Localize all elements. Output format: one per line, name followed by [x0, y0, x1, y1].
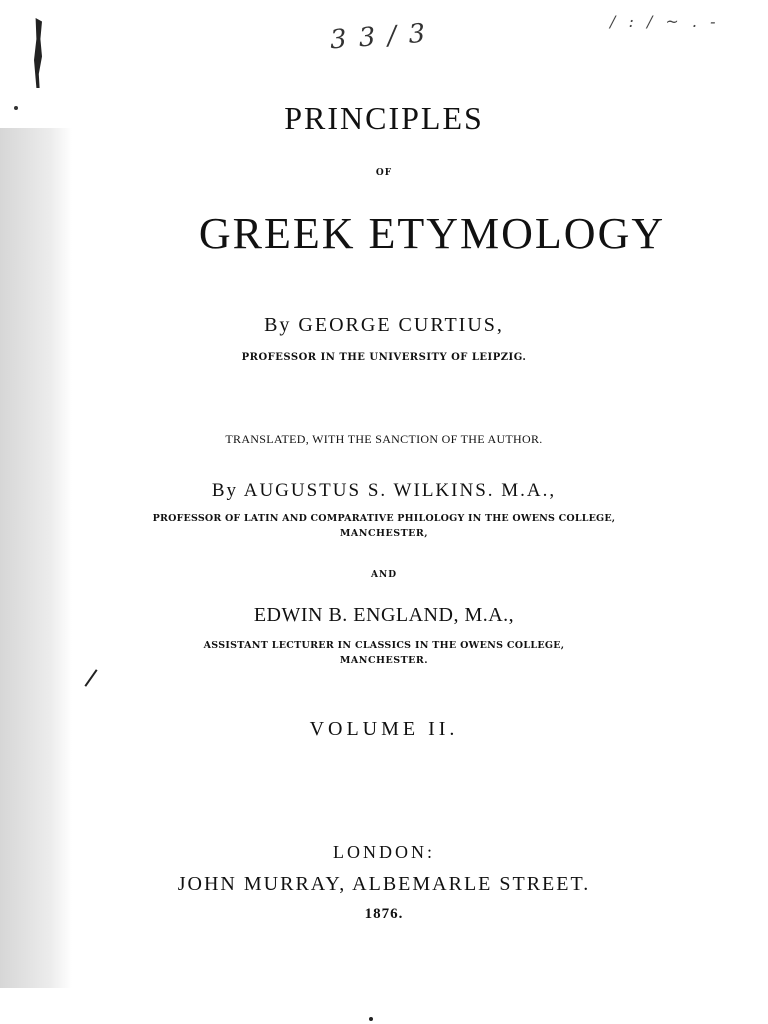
book-title-line2: GREEK ETYMOLOGY: [198, 209, 666, 258]
pen-stroke-mark: [84, 669, 97, 687]
translator-one: By AUGUSTUS S. WILKINS. M.A.,: [211, 480, 557, 501]
publication-year: 1876.: [364, 906, 404, 922]
translator-two-place: MANCHESTER.: [339, 655, 429, 666]
translator-two-affiliation: ASSISTANT LECTURER IN CLASSICS IN THE OWENS COLLEGE,: [203, 640, 565, 651]
translator-one-affiliation: PROFESSOR OF LATIN AND COMPARATIVE PHILOLOGY IN THE OWENS COLLEGE,: [152, 513, 616, 524]
publication-city: LONDON:: [333, 842, 435, 862]
speck-mark-bottom: [369, 1017, 373, 1021]
translator-one-place: MANCHESTER,: [339, 528, 429, 539]
ink-blot-mark: [34, 18, 42, 88]
handwritten-corner-note: / : / ~ . -: [610, 12, 720, 31]
translation-note: TRANSLATED, WITH THE SANCTION OF THE AUTHOR.: [225, 432, 543, 446]
volume-number: VOLUME II.: [309, 718, 459, 740]
handwritten-shelfmark: 3 3 / 3: [329, 18, 429, 56]
title-connector: OF: [375, 168, 393, 178]
author-line: By GEORGE CURTIUS,: [264, 314, 504, 336]
book-title-line1: PRINCIPLES: [284, 100, 484, 136]
and-connector: AND: [370, 570, 397, 580]
translator-two: EDWIN B. ENGLAND, M.A.,: [253, 604, 515, 626]
author-affiliation: PROFESSOR IN THE UNIVERSITY OF LEIPZIG.: [241, 352, 527, 363]
publisher-name: JOHN MURRAY, ALBEMARLE STREET.: [177, 873, 591, 895]
